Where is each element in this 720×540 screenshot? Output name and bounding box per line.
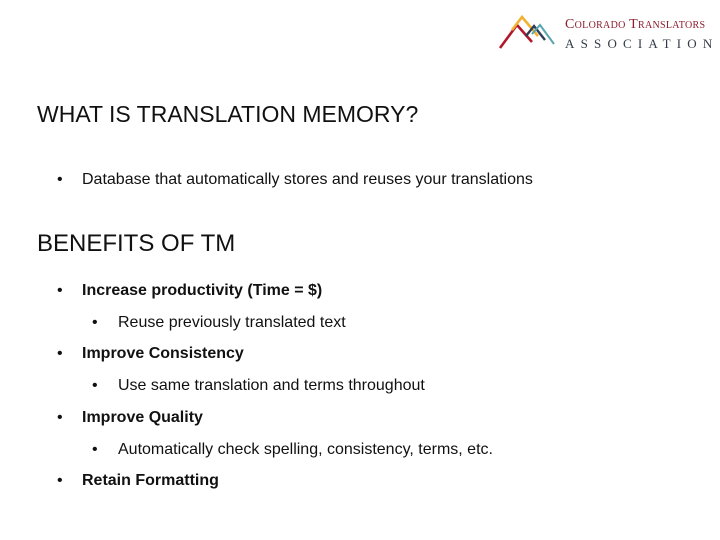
bullet-icon: • [57,472,63,489]
logo-text-line2: ASSOCIATION [565,36,719,51]
bullet-icon: • [57,409,63,426]
bullet-icon: • [57,171,63,188]
cta-logo [498,14,719,54]
bullet-text: Database that automatically stores and reuses your translations [82,171,533,188]
bullet-icon: • [92,377,98,394]
bullet-icon: • [92,441,98,458]
sub-bullet-text: Automatically check spelling, consistency, terms, etc. [118,441,493,458]
bullet-icon: • [57,282,63,299]
benefit-label: Improve Consistency [82,345,244,362]
bullet-icon: • [57,345,63,362]
section-title-what-is-tm: WHAT IS TRANSLATION MEMORY? [37,101,419,127]
benefit-label: Improve Quality [82,409,203,426]
sub-bullet-text: Reuse previously translated text [118,314,346,331]
logo-text-line1: Colorado Translators [565,17,706,32]
mountain-logo-icon [498,14,560,50]
benefit-label: Retain Formatting [82,472,219,489]
sub-bullet-text: Use same translation and terms throughout [118,377,425,394]
section-title-benefits: BENEFITS OF TM [37,230,236,257]
bullet-icon: • [92,314,98,331]
benefit-label: Increase productivity (Time = $) [82,282,323,299]
